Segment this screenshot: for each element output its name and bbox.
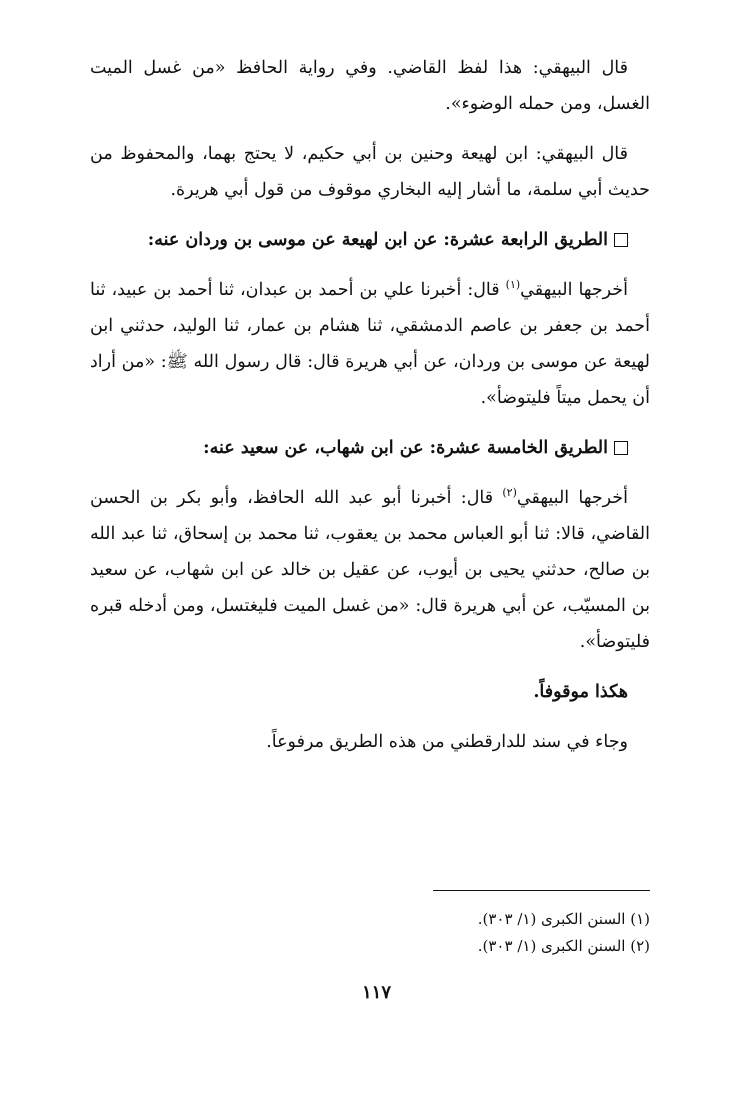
page-body (90, 50, 650, 760)
footnote-ref-2: (٢) (502, 486, 517, 500)
section-heading-15-text: الطريق الخامسة عشرة: عن ابن شهاب، عن سعيد عنه: (203, 438, 608, 458)
paragraph-1: قال البيهقي: هذا لفظ القاضي. وفي رواية الحافظ «من غسل الميت الغسل، ومن حمله الوضوء». (90, 58, 650, 114)
paragraph-2: قال البيهقي: ابن لهيعة وحنين بن أبي حكيم، لا يحتج بهما، والمحفوظ من حديث أبي سلمة، ما أشار إليه البخاري موقوف من قول أبي هريرة. (90, 144, 650, 200)
paragraph-4-start: أخرجها البيهقي (516, 488, 628, 508)
paragraph-4-rest: قال: أخبرنا أبو عبد الله الحافظ، وأبو بكر بن الحسن القاضي، قالا: ثنا أبو العباس محمد بن يعقوب، ثنا محمد بن إسحاق، ثنا عبد الله بن صالح، حدثني يحيى بن أيوب، عن عقيل بن خالد عن ابن شهاب، عن سعيد بن المسيّب، عن أبي هريرة قال: «من غسل الميت فليغتسل، ومن أدخله قبره فليتوضأ». (90, 488, 650, 652)
section-heading-14 (90, 222, 650, 258)
checkbox-icon (614, 441, 628, 455)
paragraph-6: وجاء في سند للدارقطني من هذه الطريق مرفوعاً. (266, 732, 628, 752)
paragraph-3-start: أخرجها البيهقي (520, 280, 628, 300)
footnote-ref-1: (١) (505, 278, 521, 292)
footnote-1: (١) السنن الكبرى (١/ ٣٠٣). (477, 910, 650, 928)
footnotes (90, 906, 650, 960)
paragraph-3 (90, 272, 650, 416)
footnote-2: (٢) السنن الكبرى (١/ ٣٠٣). (477, 937, 650, 955)
section-heading-15 (90, 430, 650, 466)
page-number: ١١٧ (361, 982, 391, 1003)
checkbox-icon (614, 233, 628, 247)
paragraph-3-rest: قال: أخبرنا علي بن أحمد بن عبدان، ثنا أحمد بن عبيد، ثنا أحمد بن جعفر بن عاصم الدمشقي، ثنا هشام بن عمار، ثنا الوليد، حدثني ابن لهيعة عن موسى بن وردان، عن أبي هريرة قال: قال رسول الله ﷺ: «من أراد أن يحمل ميتاً فليتوضأ». (90, 280, 650, 408)
paragraph-5: هكذا موقوفاً. (533, 682, 628, 702)
section-heading-14-text: الطريق الرابعة عشرة: عن ابن لهيعة عن موسى بن وردان عنه: (147, 230, 608, 250)
footnote-divider (433, 890, 650, 891)
paragraph-4 (90, 480, 650, 660)
